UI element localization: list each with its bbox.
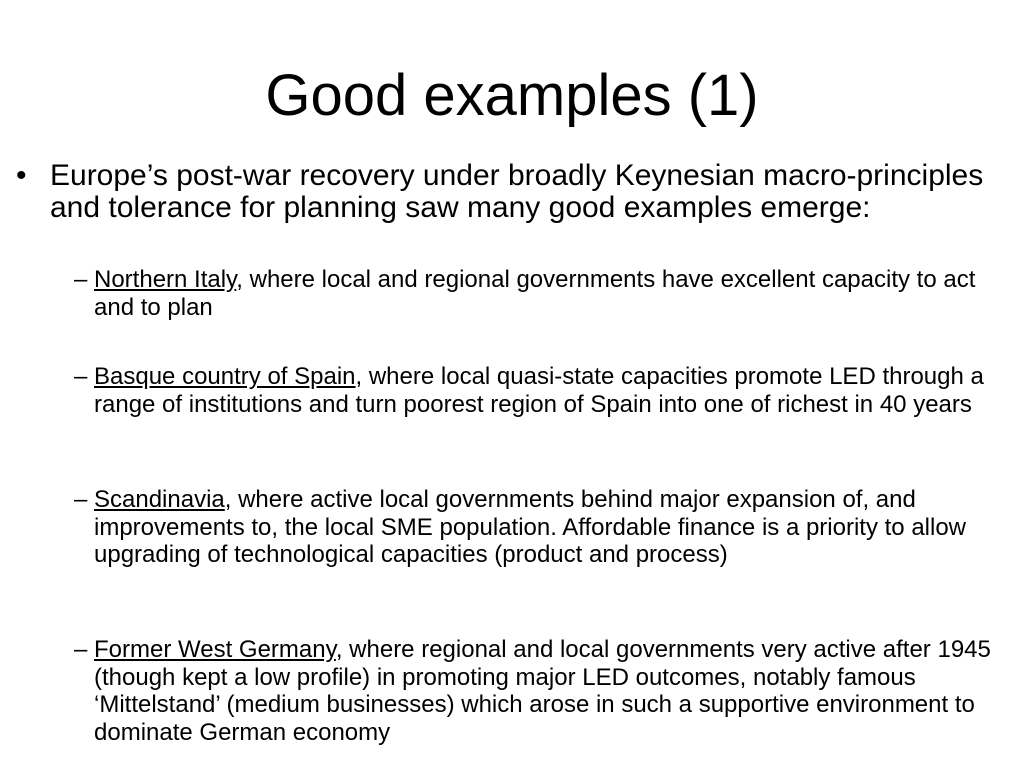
sub-item-description: , where active local governments behind major expansion of, and improvements to, the local SME population. Affordable finance is a priority to allow upgrading of technological capacities (product and process) — [94, 486, 967, 568]
sub-item-dash: – — [74, 363, 88, 390]
sub-item-label: Northern Italy — [94, 266, 237, 293]
sub-item-label: Former West Germany — [94, 636, 336, 663]
sub-item-text — [94, 266, 1018, 321]
sub-item-description: , where local quasi-state capacities promote LED through a range of institutions and turn poorest region of Spain into one of richest in 40 years — [94, 363, 984, 418]
sub-item-text — [94, 486, 1018, 569]
sub-item-label: Basque country of Spain — [94, 363, 356, 390]
bullet-marker: • — [16, 159, 27, 192]
sub-item-dash: – — [74, 486, 88, 513]
sub-item-text — [94, 363, 1018, 418]
sub-item-dash: – — [74, 266, 88, 293]
sub-item-label: Scandinavia — [94, 486, 225, 513]
sub-item-description: , where local and regional governments have excellent capacity to act and to plan — [94, 266, 976, 321]
sub-item-text — [94, 636, 1018, 746]
main-bullet-text: Europe’s post-war recovery under broadly Keynesian macro-principles and tolerance for planning saw many good examples emerge: — [50, 159, 984, 224]
sub-item-dash: – — [74, 636, 88, 663]
slide-title: Good examples (1) — [265, 63, 759, 128]
sub-item-description: , where regional and local governments very active after 1945 (though kept a low profile) in promoting major LED outcomes, notably famous ‘Mittelstand’ (medium businesses) which arose in such a supportive environment to dominate German economy — [94, 636, 991, 746]
